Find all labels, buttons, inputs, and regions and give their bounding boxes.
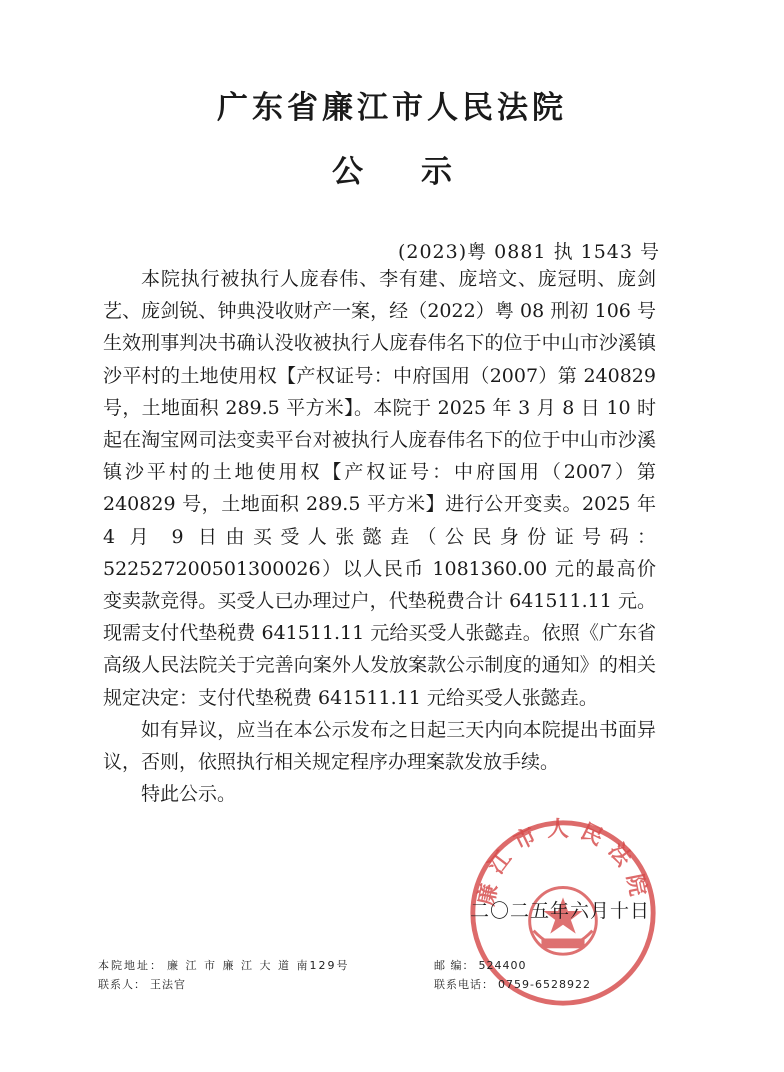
footer-contact bbox=[98, 976, 186, 992]
case-number: (2023)粤 0881 执 1543 号 bbox=[397, 241, 660, 263]
phone-label: 联系电话： bbox=[434, 978, 494, 991]
footer-phone bbox=[434, 976, 591, 992]
postcode-value: 524400 bbox=[478, 959, 527, 972]
phone-value: 0759-6528922 bbox=[498, 978, 591, 991]
seal-arc-textpath: 廉江市人民法院 bbox=[474, 816, 652, 908]
body-paragraph-closing: 特此公示。 bbox=[141, 783, 237, 806]
address-label: 本院地址： bbox=[98, 959, 163, 972]
contact-value: 王法官 bbox=[150, 978, 186, 991]
footer-postcode bbox=[434, 957, 527, 973]
notice-date: 二〇二五年六月十日 bbox=[469, 900, 650, 922]
document-type-title: 公示 bbox=[332, 154, 510, 190]
notice-body bbox=[103, 263, 656, 810]
court-name-title: 广东省廉江市人民法院 bbox=[217, 90, 567, 126]
body-paragraph-objection: 如有异议，应当在本公示发布之日起三天内向本院提出书面异议，否则，依照执行相关规定程序办理案款发放手续。 bbox=[103, 718, 656, 774]
postcode-label: 邮 编： bbox=[434, 959, 475, 972]
address-value: 廉 江 市 廉 江 大 道 南129号 bbox=[167, 959, 350, 972]
contact-label: 联系人： bbox=[98, 978, 146, 991]
seal-arc-text bbox=[473, 817, 652, 908]
body-paragraph-main: 本院执行被执行人庞春伟、李有建、庞培文、庞冠明、庞剑艺、庞剑锐、钟典没收财产一案，经（2022）粤 08 刑初 106 号生效刑事判决书确认没收被执行人庞春伟名下的位于中山市沙溪镇沙平村的土地使用权【产权证号：中府国用（2007）第 240829 号，土地面积 289.5 平方米】。本院于 2025 年 3 月 8 日 10 时起在淘宝网司法变卖平台对被执行人庞春伟名下的位于中山市沙溪镇沙平村的土地使用权【产权证号：中府国用（2007）第 240829 号，土地面积 289.5 平方米】进行公开变卖。2025 年 4 月 9 日由买受人张懿垚（公民身份证号码：522527200501300026）以人民币 1081360.00 元的最高价变卖款竞得。买受人已办理过户，代垫税费合计 641511.11 元。现需支付代垫税费 641511.11 元给买受人张懿垚。依照《广东省高级人民法院关于完善向案外人发放案款公示制度的通知》的相关规定决定：支付代垫税费 641511.11 元给买受人张懿垚。 bbox=[103, 268, 656, 709]
footer-address bbox=[98, 957, 349, 973]
